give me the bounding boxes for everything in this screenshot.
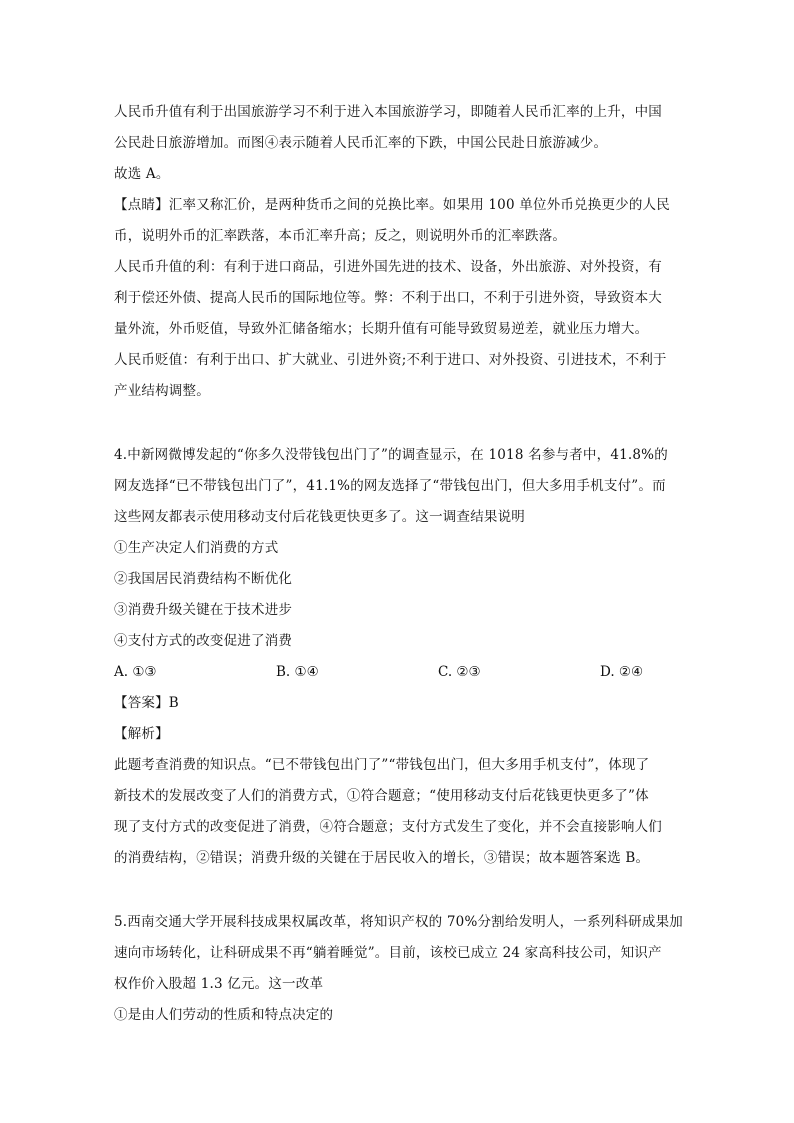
text-line: 币，说明外币的汇率跌落，本币汇率升高；反之，则说明外币的汇率跌落。	[114, 228, 567, 244]
text-line: 人民币贬值：有利于出口、扩大就业、引进外资;不利于进口、对外投资、引进技术，不利于	[114, 352, 667, 368]
text-line: 故选 A。	[114, 166, 170, 182]
question-4-stem: 这些网友都表示使用移动支付后花钱更快更多了。这一调查结果说明	[114, 509, 525, 525]
statement-2: ②我国居民消费结构不断优化	[114, 571, 293, 587]
option-c: C. ②③	[438, 664, 481, 680]
question-4-stem: 4.中新网微博发起的“你多久没带钱包出门了”的调查显示，在 1018 名参与者中，41.8%的	[114, 447, 668, 463]
analysis-text: 现了支付方式的改变促进了消费，④符合题意；支付方式发生了变化，并不会直接影响人们	[114, 819, 662, 835]
text-line: 公民赴日旅游增加。而图④表示随着人民币汇率的下跌，中国公民赴日旅游减少。	[114, 135, 608, 151]
option-d: D. ②④	[600, 664, 644, 680]
analysis-text: 新技术的发展改变了人们的消费方式，①符合题意；“使用移动支付后花钱更快更多了”体	[114, 788, 649, 804]
question-5-stem: 速向市场转化，让科研成果不再“躺着睡觉”。目前，该校已成立 24 家高科技公司，知识产	[114, 945, 662, 961]
answer-options	[114, 662, 684, 682]
answer-line: 【答案】B	[114, 695, 179, 711]
statement-1: ①生产决定人们消费的方式	[114, 540, 279, 556]
text-line: 人民币升值的利：有利于进口商品，引进外国先进的技术、设备，外出旅游、对外投资，有	[114, 259, 662, 275]
option-a: A. ①③	[114, 664, 157, 680]
statement-4: ④支付方式的改变促进了消费	[114, 633, 293, 649]
text-line: 利于偿还外债、提高人民币的国际地位等。弊：不利于出口，不利于引进外资，导致资本大	[114, 290, 662, 306]
analysis-text: 此题考查消费的知识点。“已不带钱包出门了”“带钱包出门，但大多用手机支付”，体现了	[114, 757, 650, 773]
statement-1: ①是由人们劳动的性质和特点决定的	[114, 1007, 334, 1023]
analysis-text: 的消费结构，②错误；消费升级的关键在于居民收入的增长，③错误；故本题答案选 B。	[114, 850, 650, 866]
text-line: 量外流，外币贬值，导致外汇储备缩水；长期升值有可能导致贸易逆差，就业压力增大。	[114, 321, 649, 337]
text-line: 产业结构调整。	[114, 383, 210, 399]
analysis-heading: 【解析】	[114, 726, 169, 742]
option-b: B. ①④	[276, 664, 319, 680]
question-5-stem: 5.西南交通大学开展科技成果权属改革，将知识产权的 70%分割给发明人，一系列科研成果加	[114, 914, 683, 930]
question-4-stem: 网友选择“已不带钱包出门了”，41.1%的网友选择了“带钱包出门，但大多用手机支付”。而	[114, 478, 666, 494]
text-line: 人民币升值有利于出国旅游学习不利于进入本国旅游学习，即随着人民币汇率的上升，中国	[114, 104, 662, 120]
text-line: 【点睛】汇率又称汇价，是两种货币之间的兑换比率。如果用 100 单位外币兑换更少的人民	[114, 197, 670, 213]
statement-3: ③消费升级关键在于技术进步	[114, 602, 293, 618]
question-5-stem: 权作价入股超 1.3 亿元。这一改革	[114, 976, 324, 992]
